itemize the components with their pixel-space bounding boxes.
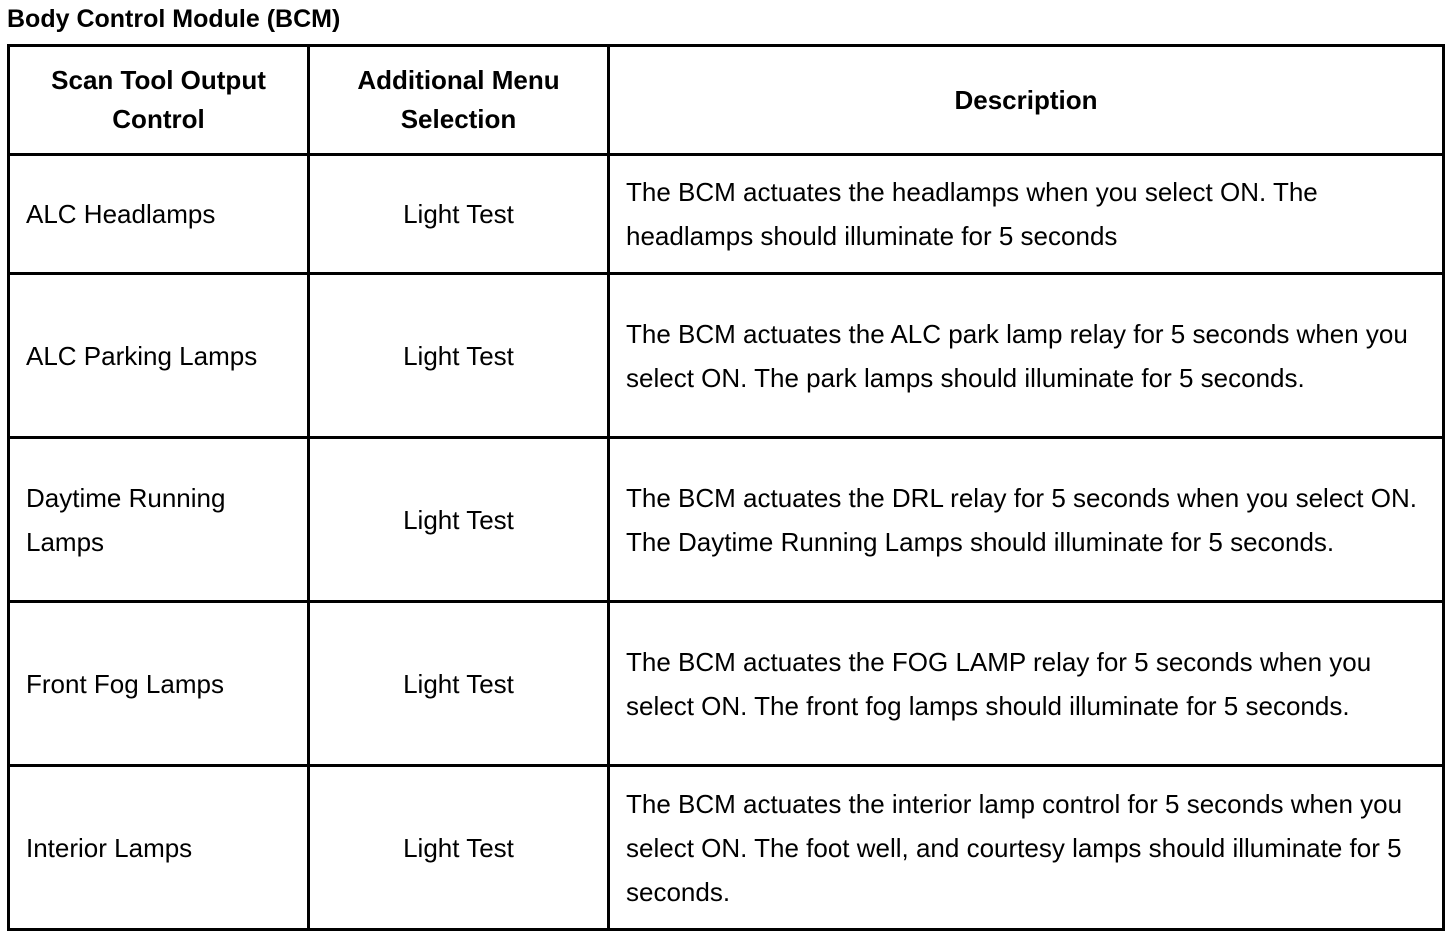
cell-control: ALC Parking Lamps	[9, 274, 309, 438]
table-row	[9, 766, 1444, 930]
cell-description: The BCM actuates the ALC park lamp relay for 5 seconds when you select ON. The park lamps should illuminate for 5 seconds.	[609, 274, 1444, 438]
cell-control: Daytime Running Lamps	[9, 438, 309, 602]
page-title: Body Control Module (BCM)	[7, 5, 341, 33]
cell-menu-selection: Light Test	[309, 155, 609, 274]
header-menu-line2: Selection	[400, 104, 517, 134]
cell-description: The BCM actuates the FOG LAMP relay for 5 seconds when you select ON. The front fog lamps should illuminate for 5 seconds.	[609, 602, 1444, 766]
cell-menu-selection: Light Test	[309, 274, 609, 438]
cell-control: ALC Headlamps	[9, 155, 309, 274]
header-control-line2: Control	[112, 104, 205, 134]
cell-menu-selection: Light Test	[309, 438, 609, 602]
table-row	[9, 602, 1444, 766]
column-header-scan-tool-output-control	[9, 46, 309, 155]
cell-control: Front Fog Lamps	[9, 602, 309, 766]
cell-menu-selection: Light Test	[309, 766, 609, 930]
cell-description: The BCM actuates the interior lamp control for 5 seconds when you select ON. The foot well, and courtesy lamps should illuminate for 5 seconds.	[609, 766, 1444, 930]
table-row	[9, 155, 1444, 274]
column-header-additional-menu-selection	[309, 46, 609, 155]
cell-description: The BCM actuates the DRL relay for 5 seconds when you select ON. The Daytime Running Lamps should illuminate for 5 seconds.	[609, 438, 1444, 602]
cell-menu-selection: Light Test	[309, 602, 609, 766]
table-row	[9, 438, 1444, 602]
table-row	[9, 274, 1444, 438]
output-control-table	[7, 44, 1445, 931]
column-header-description: Description	[609, 46, 1444, 155]
cell-control: Interior Lamps	[9, 766, 309, 930]
header-menu-line1: Additional Menu	[357, 65, 560, 95]
header-control-line1: Scan Tool Output	[51, 65, 266, 95]
cell-description: The BCM actuates the headlamps when you select ON. The headlamps should illuminate for 5 seconds	[609, 155, 1444, 274]
table-header-row	[9, 46, 1444, 155]
